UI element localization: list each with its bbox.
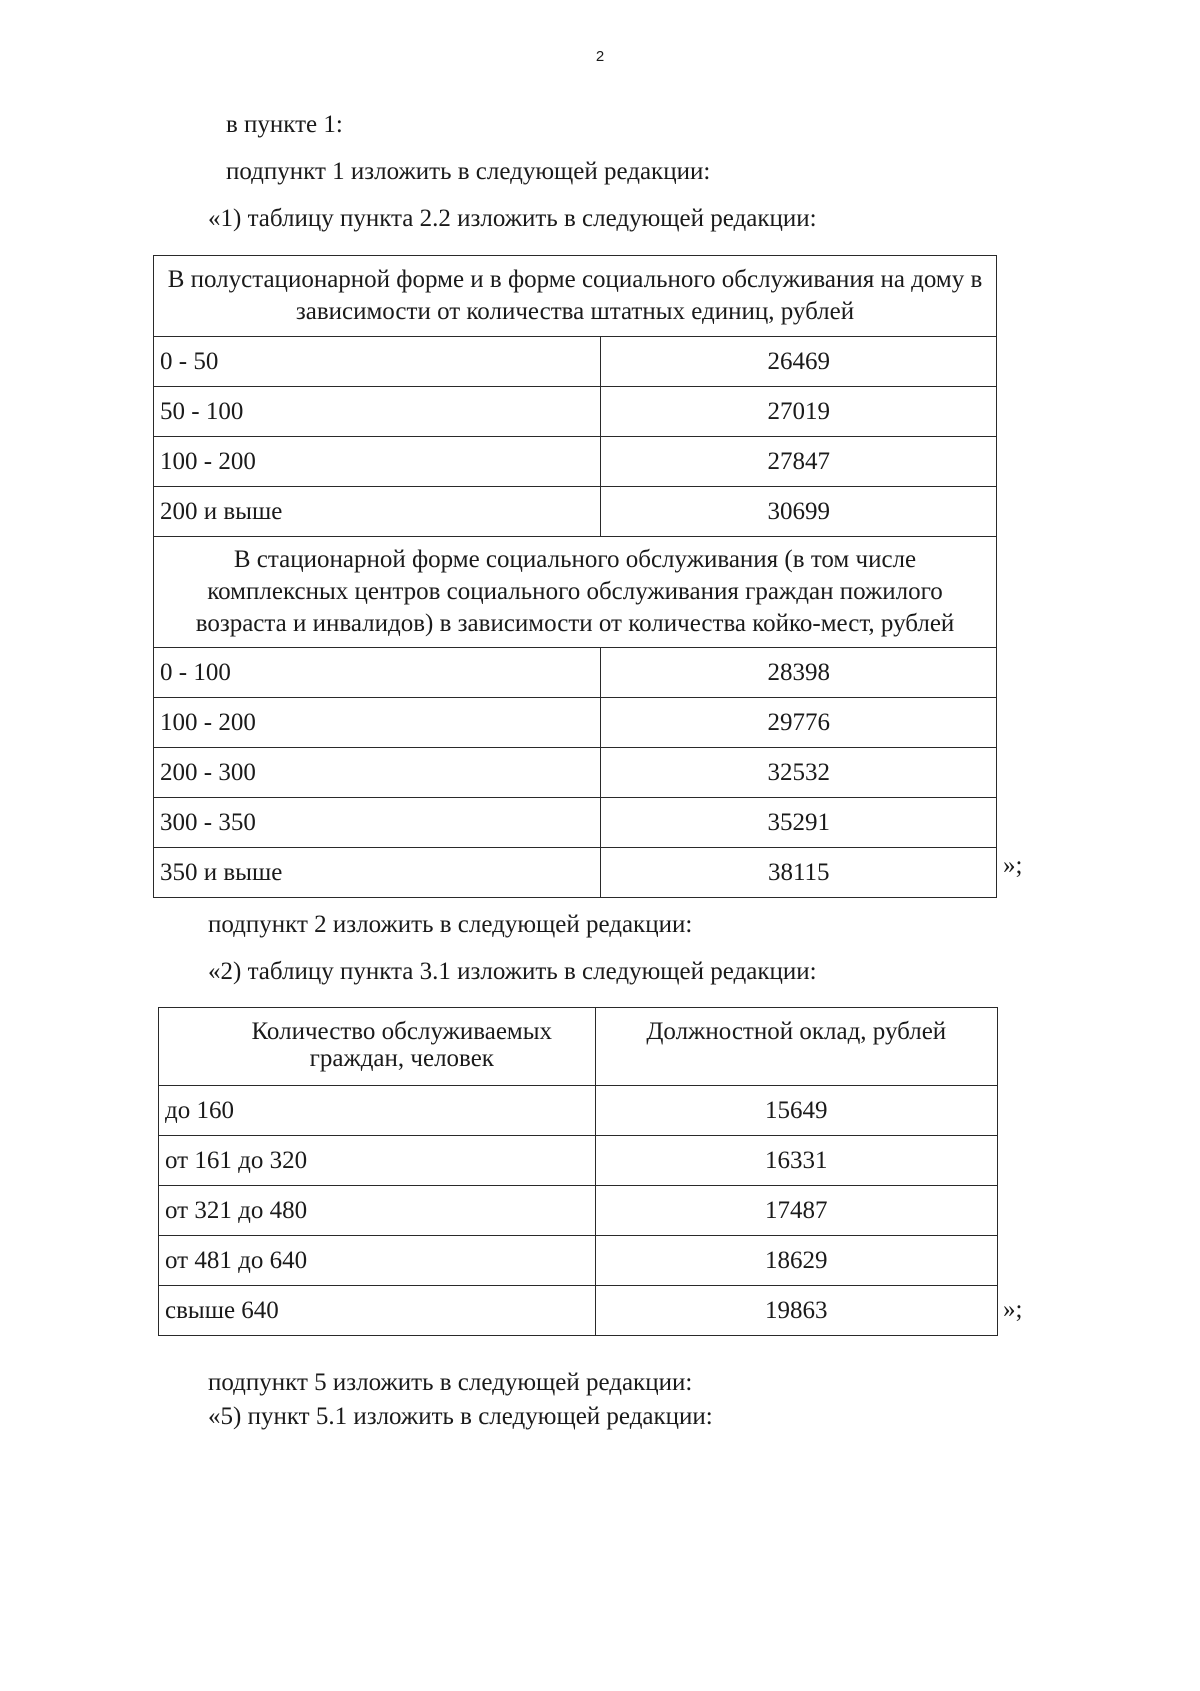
value-cell: 27847 [601,437,997,487]
paragraph-subpoint-5: подпункт 5 изложить в следующей редакции: [208,1369,693,1396]
salary-table-2-2 [153,255,997,898]
range-cell: 50 - 100 [154,387,601,437]
paragraph-subpoint-2: подпункт 2 изложить в следующей редакции: [208,911,693,938]
value-cell: 32532 [601,748,997,798]
value-cell: 28398 [601,648,997,698]
range-cell: 300 - 350 [154,798,601,848]
range-cell: от 321 до 480 [159,1186,596,1236]
paragraph-subpoint-1: подпункт 1 изложить в следующей редакции: [226,158,711,185]
range-cell: до 160 [159,1086,596,1136]
table-row [159,1186,998,1236]
table-row [154,698,997,748]
page-number: 2 [595,48,605,65]
table-row [154,848,997,898]
table-section-header-row [154,256,997,337]
value-cell: 29776 [601,698,997,748]
closing-quote-table-2-2: »; [1003,852,1023,879]
paragraph-point-5-1: «5) пункт 5.1 изложить в следующей редакции: [208,1403,713,1430]
value-cell: 17487 [595,1186,997,1236]
value-cell: 26469 [601,337,997,387]
table-row [159,1236,998,1286]
section-header-stationary: В стационарной форме социального обслуживания (в том числе комплексных центров социального обслуживания граждан пожилого возраста и инвалидов) в зависимости от количества койко-мест, рублей [154,537,997,648]
closing-quote-table-3-1: »; [1003,1296,1023,1323]
value-cell: 27019 [601,387,997,437]
salary-table-3-1 [158,1007,998,1336]
range-cell: 100 - 200 [154,698,601,748]
value-cell: 19863 [595,1286,997,1336]
range-cell: 0 - 100 [154,648,601,698]
paragraph-table-3-1: «2) таблицу пункта 3.1 изложить в следующей редакции: [208,958,817,985]
range-cell: 200 и выше [154,487,601,537]
table-row [154,487,997,537]
table-row [154,437,997,487]
range-cell: свыше 640 [159,1286,596,1336]
range-cell: 0 - 50 [154,337,601,387]
value-cell: 16331 [595,1136,997,1186]
range-cell: 350 и выше [154,848,601,898]
table-header-row [159,1008,998,1086]
table-row [154,648,997,698]
table-row [159,1086,998,1136]
range-cell: 200 - 300 [154,748,601,798]
table-row [154,798,997,848]
table-row [154,337,997,387]
paragraph-table-2-2: «1) таблицу пункта 2.2 изложить в следующей редакции: [208,205,817,232]
value-cell: 15649 [595,1086,997,1136]
paragraph-in-point-1: в пункте 1: [226,111,343,138]
range-cell: 100 - 200 [154,437,601,487]
range-cell: от 481 до 640 [159,1236,596,1286]
section-header-semistationary: В полустационарной форме и в форме социального обслуживания на дому в зависимости от количества штатных единиц, рублей [154,256,997,337]
column-header-served-citizens: Количество обслуживаемых граждан, человек [159,1008,596,1086]
range-cell: от 161 до 320 [159,1136,596,1186]
table-row [154,748,997,798]
value-cell: 30699 [601,487,997,537]
value-cell: 18629 [595,1236,997,1286]
value-cell: 38115 [601,848,997,898]
table-row [159,1136,998,1186]
column-header-salary: Должностной оклад, рублей [595,1008,997,1086]
value-cell: 35291 [601,798,997,848]
table-section-header-row [154,537,997,648]
table-row [154,387,997,437]
table-row [159,1286,998,1336]
